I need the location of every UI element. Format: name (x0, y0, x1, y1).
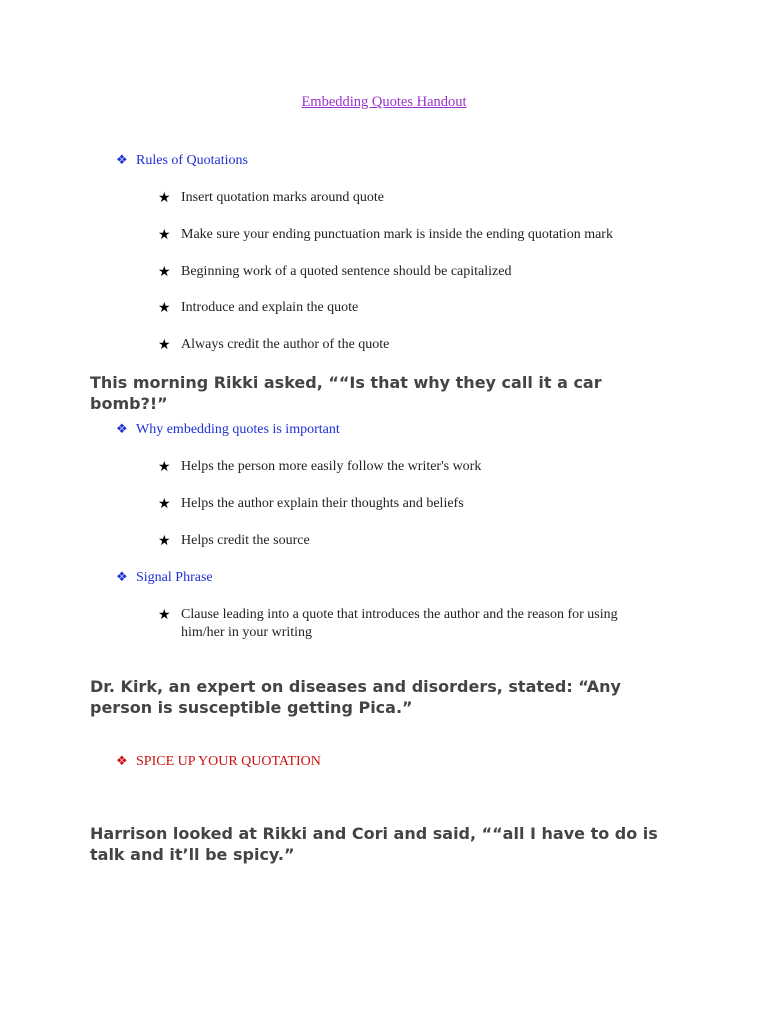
list-item (158, 299, 678, 317)
star-bullet-icon: ★ (158, 190, 171, 206)
list-item (158, 458, 678, 476)
example-quote: This morning Rikki asked, ““Is that why they call it a car bomb?!” (90, 373, 602, 413)
star-bullet-icon: ★ (158, 300, 171, 316)
list-item-text: Beginning work of a quoted sentence should be capitalized (181, 264, 512, 279)
star-bullet-icon: ★ (158, 533, 171, 549)
list-item (158, 495, 678, 513)
example-quote: Harrison looked at Rikki and Cori and said, ““all I have to do is talk and it’ll be spicy.” (90, 824, 658, 864)
diamond-bullet-icon: ❖ (116, 422, 128, 437)
list-item-text: Helps the author explain their thoughts and beliefs (181, 496, 464, 511)
section-heading-rules (116, 153, 248, 169)
list-item (158, 263, 678, 281)
list-item (158, 189, 678, 207)
list-item (158, 226, 678, 244)
diamond-bullet-icon: ❖ (116, 754, 128, 769)
section-heading-label: Why embedding quotes is important (136, 422, 340, 437)
list-item-text: Helps credit the source (181, 533, 310, 548)
section-heading-label: Rules of Quotations (136, 153, 248, 168)
list-item (158, 532, 678, 550)
star-bullet-icon: ★ (158, 264, 171, 280)
star-bullet-icon: ★ (158, 496, 171, 512)
list-item (158, 606, 658, 642)
list-item (158, 336, 678, 354)
page-title: Embedding Quotes Handout (301, 94, 467, 110)
list-item-text: Helps the person more easily follow the writer's work (181, 459, 482, 474)
star-bullet-icon: ★ (158, 227, 171, 243)
list-item-text: Insert quotation marks around quote (181, 190, 384, 205)
list-item-text: Introduce and explain the quote (181, 300, 359, 315)
section-heading-label: SPICE UP YOUR QUOTATION (136, 754, 321, 769)
section-heading-why (116, 422, 340, 438)
list-item-text: Make sure your ending punctuation mark is inside the ending quotation mark (181, 227, 613, 242)
star-bullet-icon: ★ (158, 459, 171, 475)
section-heading-label: Signal Phrase (136, 570, 213, 585)
star-bullet-icon: ★ (158, 337, 171, 353)
section-heading-spice (116, 754, 321, 770)
list-item-text: Clause leading into a quote that introduces the author and the reason for using him/her in your writing (181, 607, 618, 640)
section-heading-signal (116, 570, 213, 586)
example-quote: Dr. Kirk, an expert on diseases and disorders, stated: “Any person is susceptible getting Pica.” (90, 677, 621, 717)
diamond-bullet-icon: ❖ (116, 153, 128, 168)
list-item-text: Always credit the author of the quote (181, 337, 390, 352)
star-bullet-icon: ★ (158, 607, 171, 623)
diamond-bullet-icon: ❖ (116, 570, 128, 585)
